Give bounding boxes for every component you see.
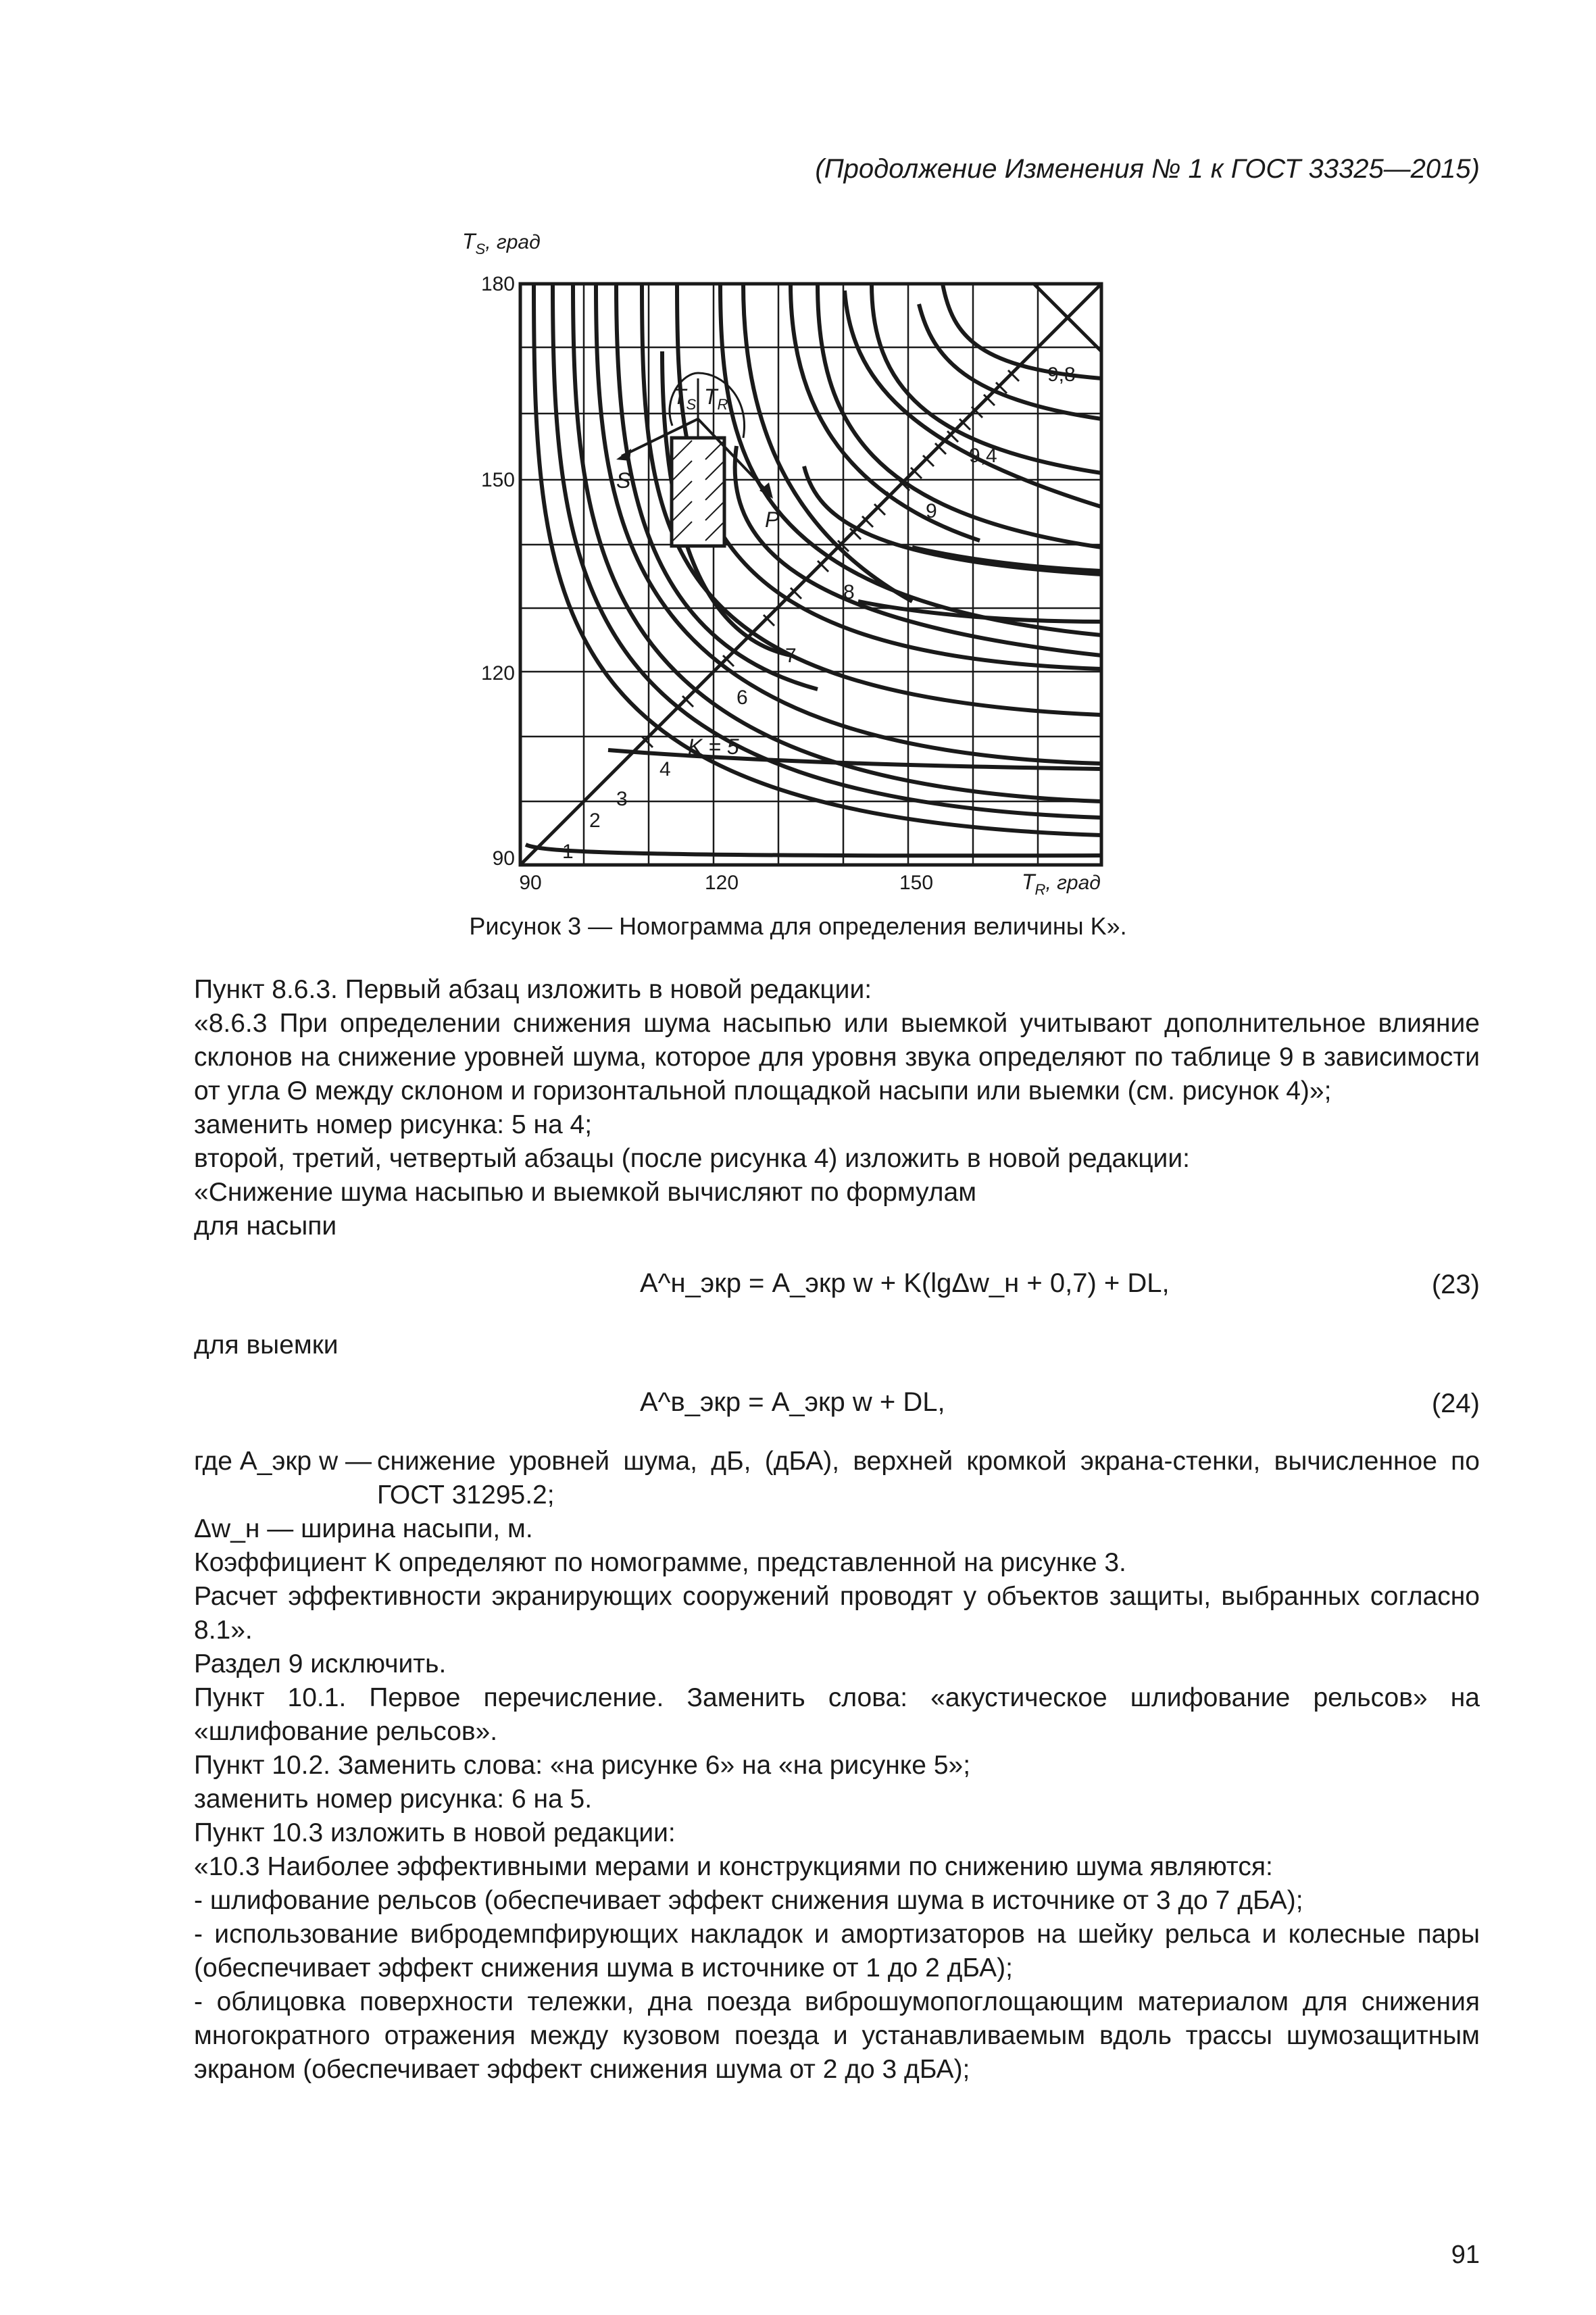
- equation-24-formula: A^в_экр = A_экр w + DL,: [640, 1387, 945, 1417]
- curve-label-3: 3: [616, 788, 628, 810]
- curve-k9: [818, 284, 1101, 547]
- paragraph: Коэффициент K определяют по номограмме, представленной на рисунке 3.: [194, 1548, 1126, 1577]
- paragraph: Расчет эффективности экранирующих сооружений проводят у объектов защиты, выбранных согласно 8.1».: [194, 1582, 1480, 1645]
- paragraph: для выемки: [194, 1330, 339, 1360]
- paragraph: «10.3 Наиболее эффективными мерами и конструкциями по снижению шума являются:: [194, 1852, 1273, 1881]
- paragraph: Пункт 8.6.3. Первый абзац изложить в новой редакции:: [194, 975, 872, 1004]
- equation-23-number: (23): [1431, 1270, 1480, 1299]
- arrow-s-head: [616, 449, 631, 461]
- y-axis-label: $T_S$, град: [462, 229, 541, 257]
- curve-k1: [526, 845, 1101, 855]
- page-number: 91: [1451, 2241, 1480, 2269]
- x-axis-label: $T_R$, град: [1022, 870, 1101, 898]
- paragraph: Пункт 10.2. Заменить слова: «на рисунке 6» на «на рисунке 5»;: [194, 1751, 971, 1780]
- document-body: [194, 973, 1480, 2087]
- paragraph: «Снижение шума насыпью и выемкой вычисляют по формулам: [194, 1178, 977, 1207]
- figure-caption: Рисунок 3 — Номограмма для определения величины K».: [469, 912, 1127, 940]
- label-tr: $T_R$: [704, 384, 728, 413]
- y-tick-150: 150: [480, 469, 515, 491]
- curve-label-8: 8: [843, 581, 855, 603]
- page-header: (Продолжение Изменения № 1 к ГОСТ 33325—2015): [815, 154, 1480, 184]
- list-item: - шлифование рельсов (обеспечивает эффект снижения шума в источнике от 3 до 7 дБА);: [194, 1886, 1303, 1915]
- where-clause: [194, 1445, 1480, 1512]
- list-item: - облицовка поверхности тележки, дна поезда виброшумопоглощающим материалом для снижения многократного отражения между кузовом поезда и устанавливаемым вдоль трассы шумозащитным экраном (обеспечивает эффект снижения шума от 2 до 3 дБА);: [194, 1987, 1480, 2084]
- paragraph: Раздел 9 исключить.: [194, 1649, 447, 1678]
- paragraph: заменить номер рисунка: 6 на 5.: [194, 1785, 593, 1814]
- curve-label-5: K = 5: [688, 735, 739, 759]
- paragraph: для насыпи: [194, 1212, 337, 1241]
- label-p: P: [765, 507, 780, 532]
- nomogram-svg: [439, 223, 1155, 899]
- equation-24: [194, 1377, 1480, 1424]
- label-ts: $T_S$: [673, 384, 697, 413]
- x-tick-120: 120: [704, 872, 739, 894]
- curve-label-group: [562, 364, 1076, 863]
- curve-label-9: 9: [926, 500, 937, 522]
- y-tick-120: 120: [480, 662, 515, 684]
- curve-label-6: 6: [737, 687, 748, 709]
- y-tick-90: 90: [492, 847, 515, 870]
- paragraph: Пункт 10.1. Первое перечисление. Заменить слова: «акустическое шлифование рельсов» на «шлифование рельсов».: [194, 1683, 1480, 1746]
- y-tick-180: 180: [480, 273, 515, 295]
- curve-label-1: 1: [562, 841, 574, 863]
- equation-23-formula: A^н_экр = A_экр w + K(lgΔw_н + 0,7) + DL,: [640, 1268, 1170, 1298]
- equation-24-number: (24): [1431, 1389, 1480, 1418]
- paragraph: второй, третий, четвертый абзацы (после рисунка 4) изложить в новой редакции:: [194, 1144, 1190, 1173]
- nomogram-figure: [439, 223, 1155, 899]
- curve-label-2: 2: [589, 810, 601, 832]
- curve-label-7: 7: [785, 645, 797, 667]
- label-s: S: [616, 468, 631, 493]
- equation-23: [194, 1258, 1480, 1305]
- paragraph: Пункт 10.3 изложить в новой редакции:: [194, 1818, 676, 1847]
- where-lead: где A_экр w —: [194, 1447, 372, 1476]
- curve-label-98: 9,8: [1047, 364, 1076, 386]
- list-item: - использование вибродемпфирующих накладок и амортизаторов на шейку рельса и колесные пары (обеспечивает эффект снижения шума в источнике от 1 до 2 дБА);: [194, 1920, 1480, 1983]
- paragraph: «8.6.3 При определении снижения шума насыпью или выемкой учитывают дополнительное влияние склонов на снижение уровней шума, которое для уровня звука определяют по таблице 9 в зависимости от угла Θ между склоном и горизонтальной площадкой насыпи или выемки (см. рисунок 4)»;: [194, 1009, 1480, 1105]
- x-tick-150: 150: [899, 872, 934, 894]
- curve-label-94: 9,4: [969, 445, 997, 467]
- paragraph: Δw_н — ширина насыпи, м.: [194, 1514, 533, 1543]
- curve-label-4: 4: [659, 758, 671, 780]
- x-tick-90: 90: [519, 872, 542, 894]
- paragraph: заменить номер рисунка: 5 на 4;: [194, 1110, 593, 1139]
- where-desc: снижение уровней шума, дБ, (дБА), верхней кромкой экрана-стенки, вычисленное по ГОСТ 31295.2;: [376, 1447, 1480, 1510]
